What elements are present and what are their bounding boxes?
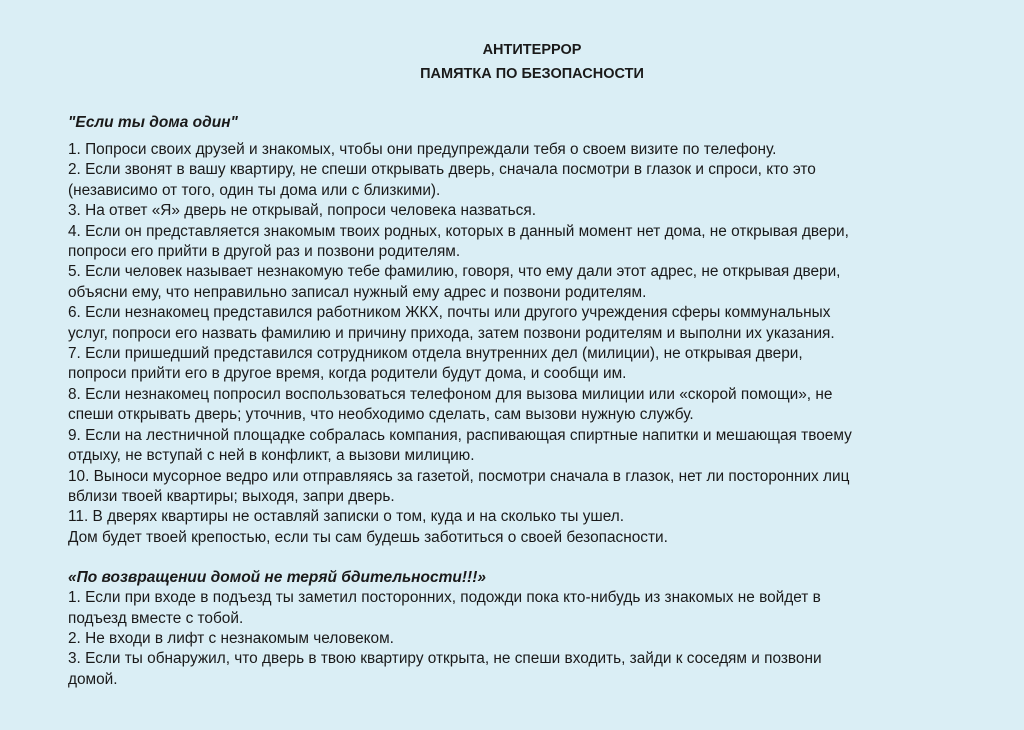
text-line: отдыху, не вступай с ней в конфликт, а вызови милицию. xyxy=(68,447,475,465)
section-home-alone-text xyxy=(68,140,984,548)
text-line: 10. Выноси мусорное ведро или отправляясь за газетой, посмотри сначала в глазок, нет ли посторонних лиц xyxy=(68,467,850,485)
text-line: 9. Если на лестничной площадке собралась компания, распивающая спиртные напитки и мешающая твоему xyxy=(68,426,852,444)
document-header xyxy=(68,38,996,86)
text-line: 4. Если он представляется знакомым твоих родных, которых в данный момент нет дома, не открывая двери, xyxy=(68,222,849,240)
text-line: 2. Если звонят в вашу квартиру, не спеши открывать дверь, сначала посмотри в глазок и спроси, кто это xyxy=(68,161,816,179)
text-line: попроси прийти его в другое время, когда родители будут дома, и сообщи им. xyxy=(68,365,627,383)
document-title: АНТИТЕРРОР xyxy=(482,42,582,58)
text-line: (независимо от того, один ты дома или с близкими). xyxy=(68,181,441,199)
text-line: 6. Если незнакомец представился работником ЖКХ, почты или другого учреждения сферы коммунальных xyxy=(68,304,831,322)
text-line: подъезд вместе с тобой. xyxy=(68,609,244,627)
text-line: спеши открывать дверь; уточнив, что необходимо сделать, сам вызови нужную службу. xyxy=(68,406,694,424)
section-heading-home-alone: "Если ты дома один" xyxy=(68,114,238,131)
text-line: Дом будет твоей крепостью, если ты сам будешь заботиться о своей безопасности. xyxy=(68,528,668,546)
text-line: 3. Если ты обнаружил, что дверь в твою квартиру открыта, не спеши входить, зайди к соседям и позвони xyxy=(68,650,822,668)
text-line: услуг, попроси его назвать фамилию и причину прихода, затем позвони родителям и выполни их указания. xyxy=(68,324,835,342)
text-line: 5. Если человек называет незнакомую тебе фамилию, говоря, что ему дали этот адрес, не открывая двери, xyxy=(68,263,841,281)
text-line: объясни ему, что неправильно записал нужный ему адрес и позвони родителям. xyxy=(68,283,647,301)
text-line: 11. В дверях квартиры не оставляй записки о том, куда и на сколько ты ушел. xyxy=(68,508,625,526)
document-subtitle: ПАМЯТКА ПО БЕЗОПАСНОСТИ xyxy=(420,66,644,82)
section-heading-returning-home: «По возвращении домой не теряй бдительности!!!» xyxy=(68,569,486,587)
text-line: 1. Если при входе в подъезд ты заметил посторонних, подожди пока кто-нибудь из знакомых не войдет в xyxy=(68,589,821,607)
text-line: 3. На ответ «Я» дверь не открывай, попроси человека назваться. xyxy=(68,202,536,220)
text-line: 8. Если незнакомец попросил воспользоваться телефоном для вызова милиции или «скорой помощи», не xyxy=(68,385,833,403)
text-line: вблизи твоей квартиры; выходя, запри дверь. xyxy=(68,487,395,505)
text-line: домой. xyxy=(68,670,118,688)
text-line: 7. Если пришедший представился сотрудником отдела внутренних дел (милиции), не открывая двери, xyxy=(68,345,803,363)
text-line: попроси его прийти в другой раз и позвони родителям. xyxy=(68,243,461,261)
section-returning-home-text xyxy=(68,588,984,690)
text-line: 1. Попроси своих друзей и знакомых, чтобы они предупреждали тебя о своем визите по телефону. xyxy=(68,141,777,158)
text-line: 2. Не входи в лифт с незнакомым человеком. xyxy=(68,629,394,647)
